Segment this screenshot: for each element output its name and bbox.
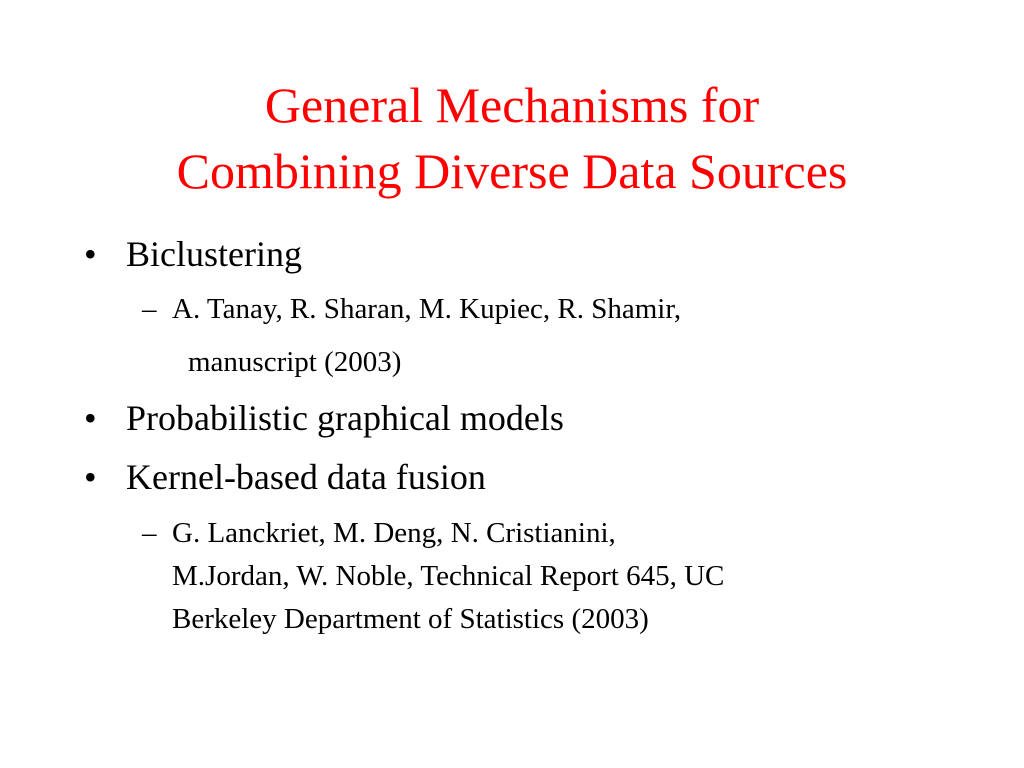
- bullet-marker: •: [84, 234, 97, 274]
- title-line: General Mechanisms for: [264, 77, 760, 133]
- sub-bullet-text: manuscript (2003): [188, 346, 402, 378]
- bullet-marker: •: [84, 398, 97, 438]
- bullet-text: Probabilistic graphical models: [126, 398, 564, 438]
- sub-bullet-marker: –: [142, 293, 157, 325]
- bullet-marker: •: [84, 457, 97, 497]
- slide-title: [40, 72, 984, 204]
- sub-bullet-text: M.Jordan, W. Noble, Technical Report 645, UC: [172, 560, 725, 592]
- bullet-text: Kernel-based data fusion: [126, 457, 486, 497]
- sub-bullet-text: A. Tanay, R. Sharan, M. Kupiec, R. Shamir,: [172, 293, 682, 325]
- sub-bullet-text: G. Lanckriet, M. Deng, N. Cristianini,: [172, 517, 616, 549]
- title-line: Combining Diverse Data Sources: [176, 143, 848, 199]
- sub-bullet-marker: –: [142, 517, 157, 549]
- bullet-text: Biclustering: [126, 234, 302, 274]
- sub-bullet-text: Berkeley Department of Statistics (2003): [172, 603, 649, 635]
